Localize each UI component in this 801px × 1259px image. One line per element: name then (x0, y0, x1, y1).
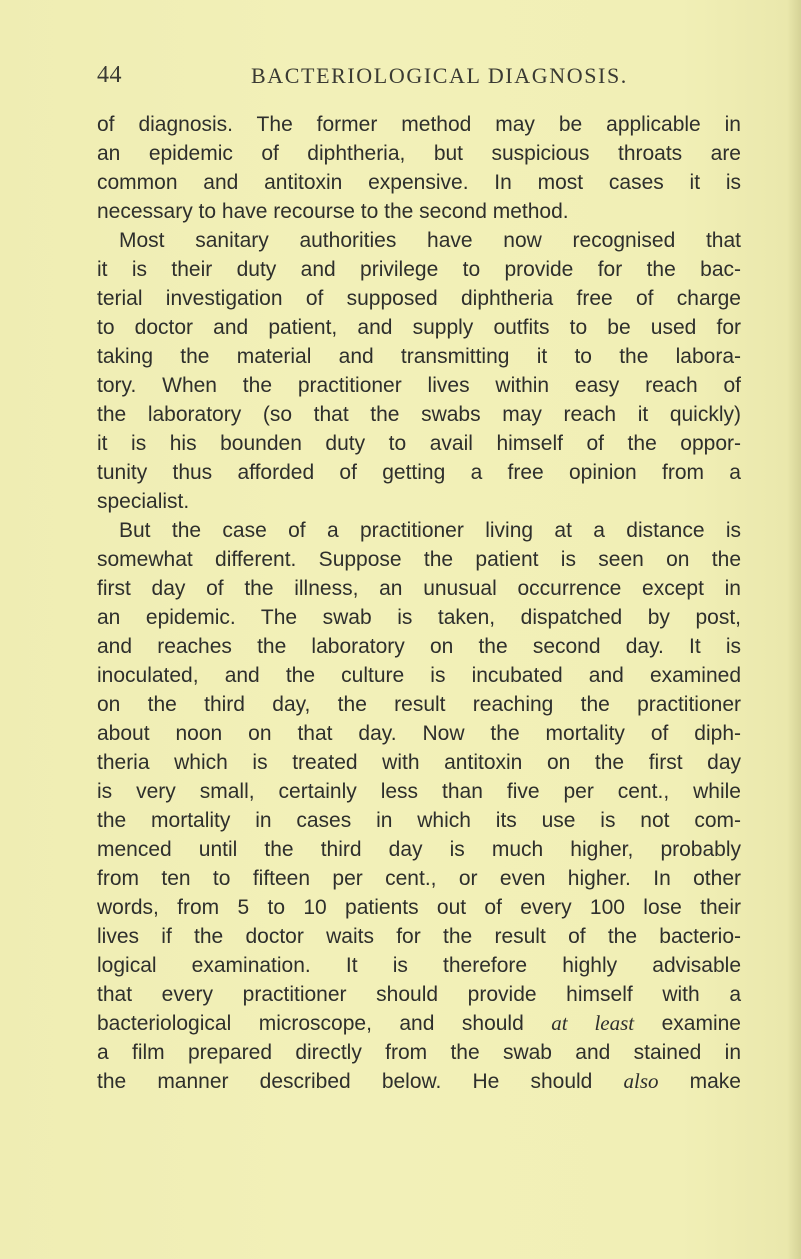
running-head: BACTERIOLOGICAL DIAGNOSIS. (251, 63, 628, 88)
text-line: inoculated, and the culture is incubated and examined (97, 664, 741, 687)
text-line: the manner described below. He should also make (97, 1069, 741, 1093)
text-line: that every practitioner should provide himself with a (97, 983, 741, 1006)
text-line: specialist. (97, 490, 190, 513)
text-line: somewhat different. Suppose the patient is seen on the (97, 548, 741, 571)
text-line: theria which is treated with antitoxin on the first day (97, 751, 741, 774)
italic-phrase: also (623, 1069, 659, 1093)
text-line: lives if the doctor waits for the result of the bacterio- (97, 925, 741, 948)
text-line: it is his bounden duty to avail himself of the oppor- (97, 432, 741, 455)
text-line: common and antitoxin expensive. In most cases it is (97, 171, 741, 194)
text-line: a film prepared directly from the swab and stained in (97, 1041, 741, 1064)
text-line: first day of the illness, an unusual occurrence except in (97, 577, 741, 600)
text-line: bacteriological microscope, and should at least examine (97, 1011, 741, 1035)
text-line: taking the material and transmitting it to the labora- (97, 345, 741, 368)
text-line: to doctor and patient, and supply outfits to be used for (97, 316, 741, 339)
text-line: words, from 5 to 10 patients out of every 100 lose their (97, 896, 741, 919)
text-line: terial investigation of supposed diphtheria free of charge (97, 287, 741, 310)
text-line: the laboratory (so that the swabs may reach it quickly) (97, 403, 741, 426)
text-line: about noon on that day. Now the mortality of diph- (97, 722, 741, 745)
text-line: But the case of a practitioner living at a distance is (119, 519, 741, 542)
text-line: logical examination. It is therefore highly advisable (97, 954, 741, 977)
body-text (97, 110, 741, 1096)
text-line: tory. When the practitioner lives within easy reach of (97, 374, 741, 397)
text-line: the mortality in cases in which its use is not com- (97, 809, 741, 832)
text-line: is very small, certainly less than five per cent., while (97, 780, 741, 803)
text-line: on the third day, the result reaching the practitioner (97, 693, 741, 716)
text-line: an epidemic of diphtheria, but suspicious throats are (97, 142, 741, 165)
text-line: and reaches the laboratory on the second day. It is (97, 635, 741, 658)
text-line: from ten to fifteen per cent., or even higher. In other (97, 867, 741, 890)
italic-phrase: at least (551, 1011, 635, 1035)
text-line: necessary to have recourse to the second method. (97, 200, 569, 223)
text-line: menced until the third day is much higher, probably (97, 838, 741, 861)
text-line: tunity thus afforded of getting a free opinion from a (97, 461, 741, 484)
page-header (97, 62, 737, 96)
text-line: Most sanitary authorities have now recognised that (119, 229, 741, 252)
text-line: it is their duty and privilege to provide for the bac- (97, 258, 741, 281)
page-number: 44 (97, 62, 122, 88)
text-line: of diagnosis. The former method may be applicable in (97, 113, 741, 136)
page-edge-shadow (787, 0, 801, 1259)
text-line: an epidemic. The swab is taken, dispatched by post, (97, 606, 741, 629)
